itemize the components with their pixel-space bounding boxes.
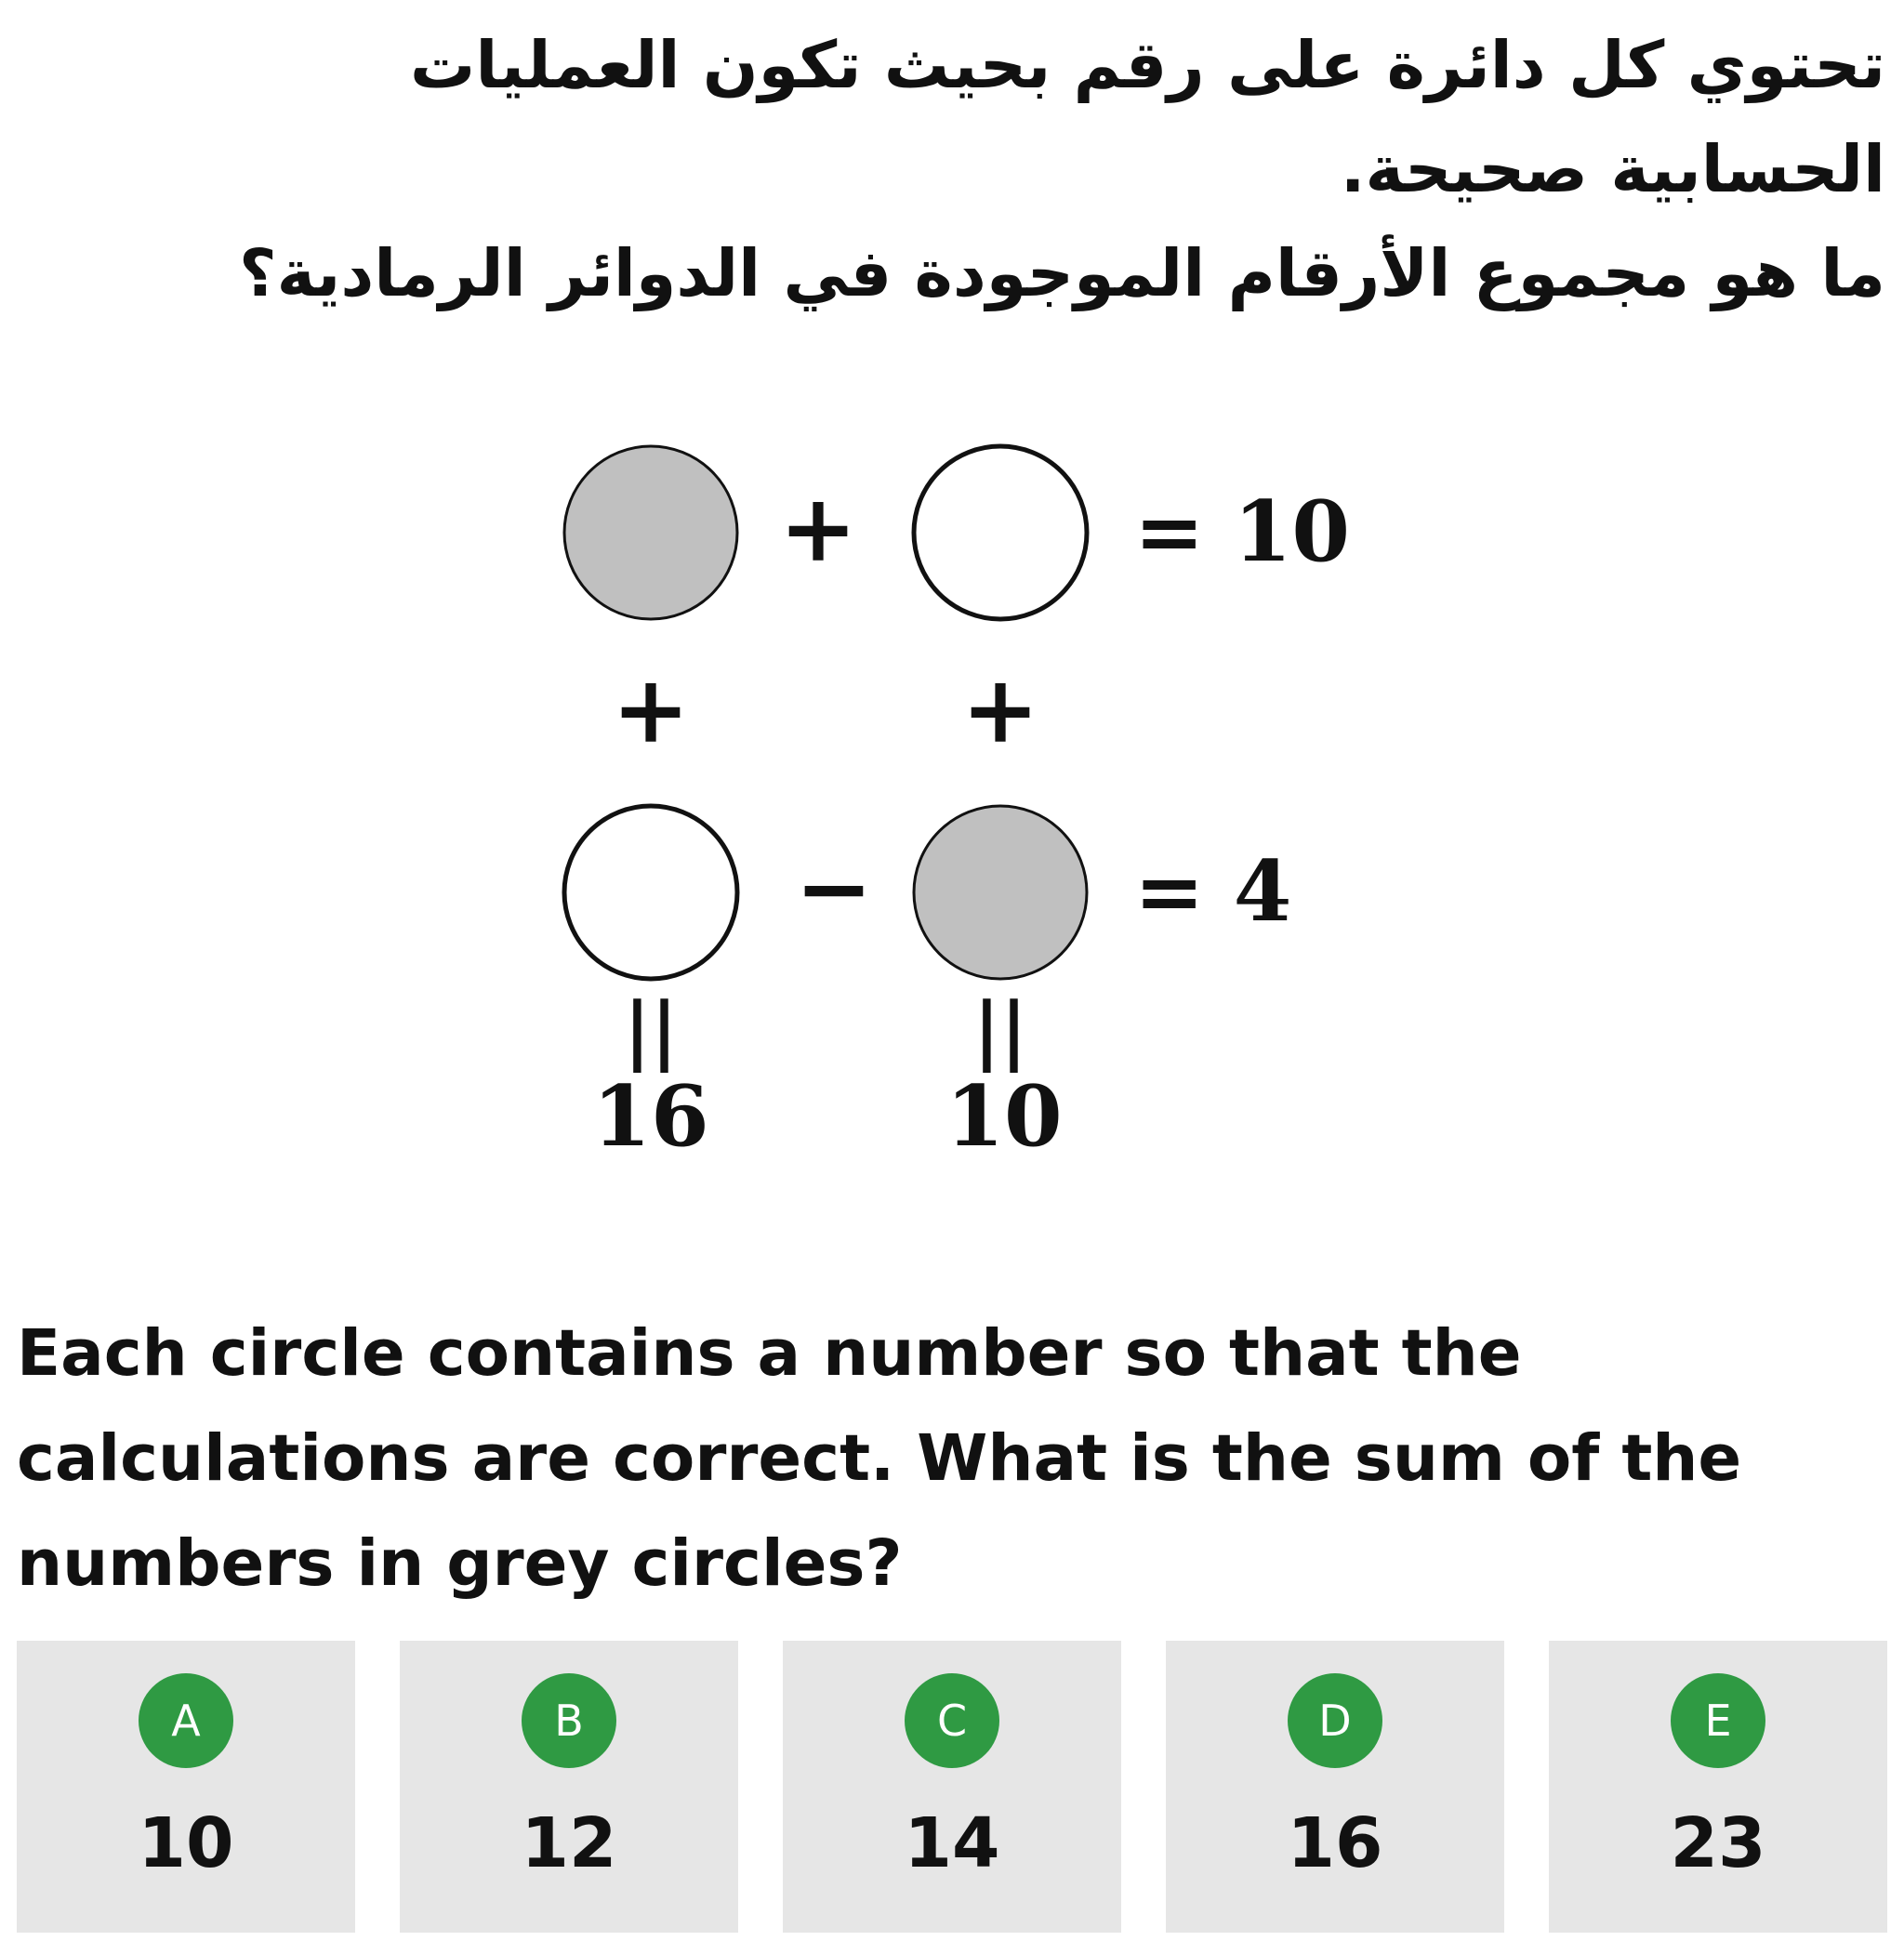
answer-options [17,1641,1887,1933]
right-column-equals: || [972,985,1028,1073]
row1-result: = 10 [1134,482,1350,581]
white-circle-bottom-left [564,806,737,979]
row2-operator: − [795,833,873,943]
question-arabic-line-2: الحسابية صحيحة. [1340,131,1885,207]
question-arabic-line-3: ما هو مجموع الأرقام الموجودة في الدوائر الرمادية؟ [239,235,1885,311]
option-a-letter-badge: A [139,1673,233,1768]
option-d-letter-badge: D [1288,1673,1382,1768]
left-column-operator: + [612,654,690,764]
option-d-value: 16 [1287,1803,1383,1883]
question-english-line-1: Each circle contains a number so that the [17,1316,1522,1391]
question-english-line-3: numbers in grey circles? [17,1526,903,1601]
option-c-value: 14 [904,1803,1000,1883]
option-b-letter-badge: B [522,1673,616,1768]
question-arabic-line-1: تحتوي كل دائرة على رقم بحيث تكون العمليات [410,27,1885,103]
option-b-value: 12 [521,1803,617,1883]
circle-puzzle [502,409,1432,1246]
row2-result: = 4 [1134,842,1292,941]
question-arabic [26,13,1885,325]
question-english [17,1301,1876,1617]
option-d[interactable] [1166,1641,1504,1933]
option-e[interactable] [1549,1641,1887,1933]
option-a[interactable] [17,1641,355,1933]
puzzle-diagram [502,409,1432,1246]
left-column-equals: || [623,985,679,1073]
question-english-line-2: calculations are correct. What is the sum of the [17,1421,1742,1496]
white-circle-top-right [914,446,1087,619]
option-c-letter-badge: C [905,1673,999,1768]
grey-circle-top-left [564,446,737,619]
row1-operator: + [779,473,857,583]
right-column-operator: + [961,654,1039,764]
option-c[interactable] [783,1641,1121,1933]
option-e-letter-badge: E [1671,1673,1765,1768]
grey-circle-bottom-right [914,806,1087,979]
left-column-result: 16 [592,1067,709,1166]
option-a-value: 10 [138,1803,234,1883]
option-b[interactable] [400,1641,738,1933]
right-column-result: 10 [945,1067,1063,1166]
option-e-value: 23 [1670,1803,1766,1883]
